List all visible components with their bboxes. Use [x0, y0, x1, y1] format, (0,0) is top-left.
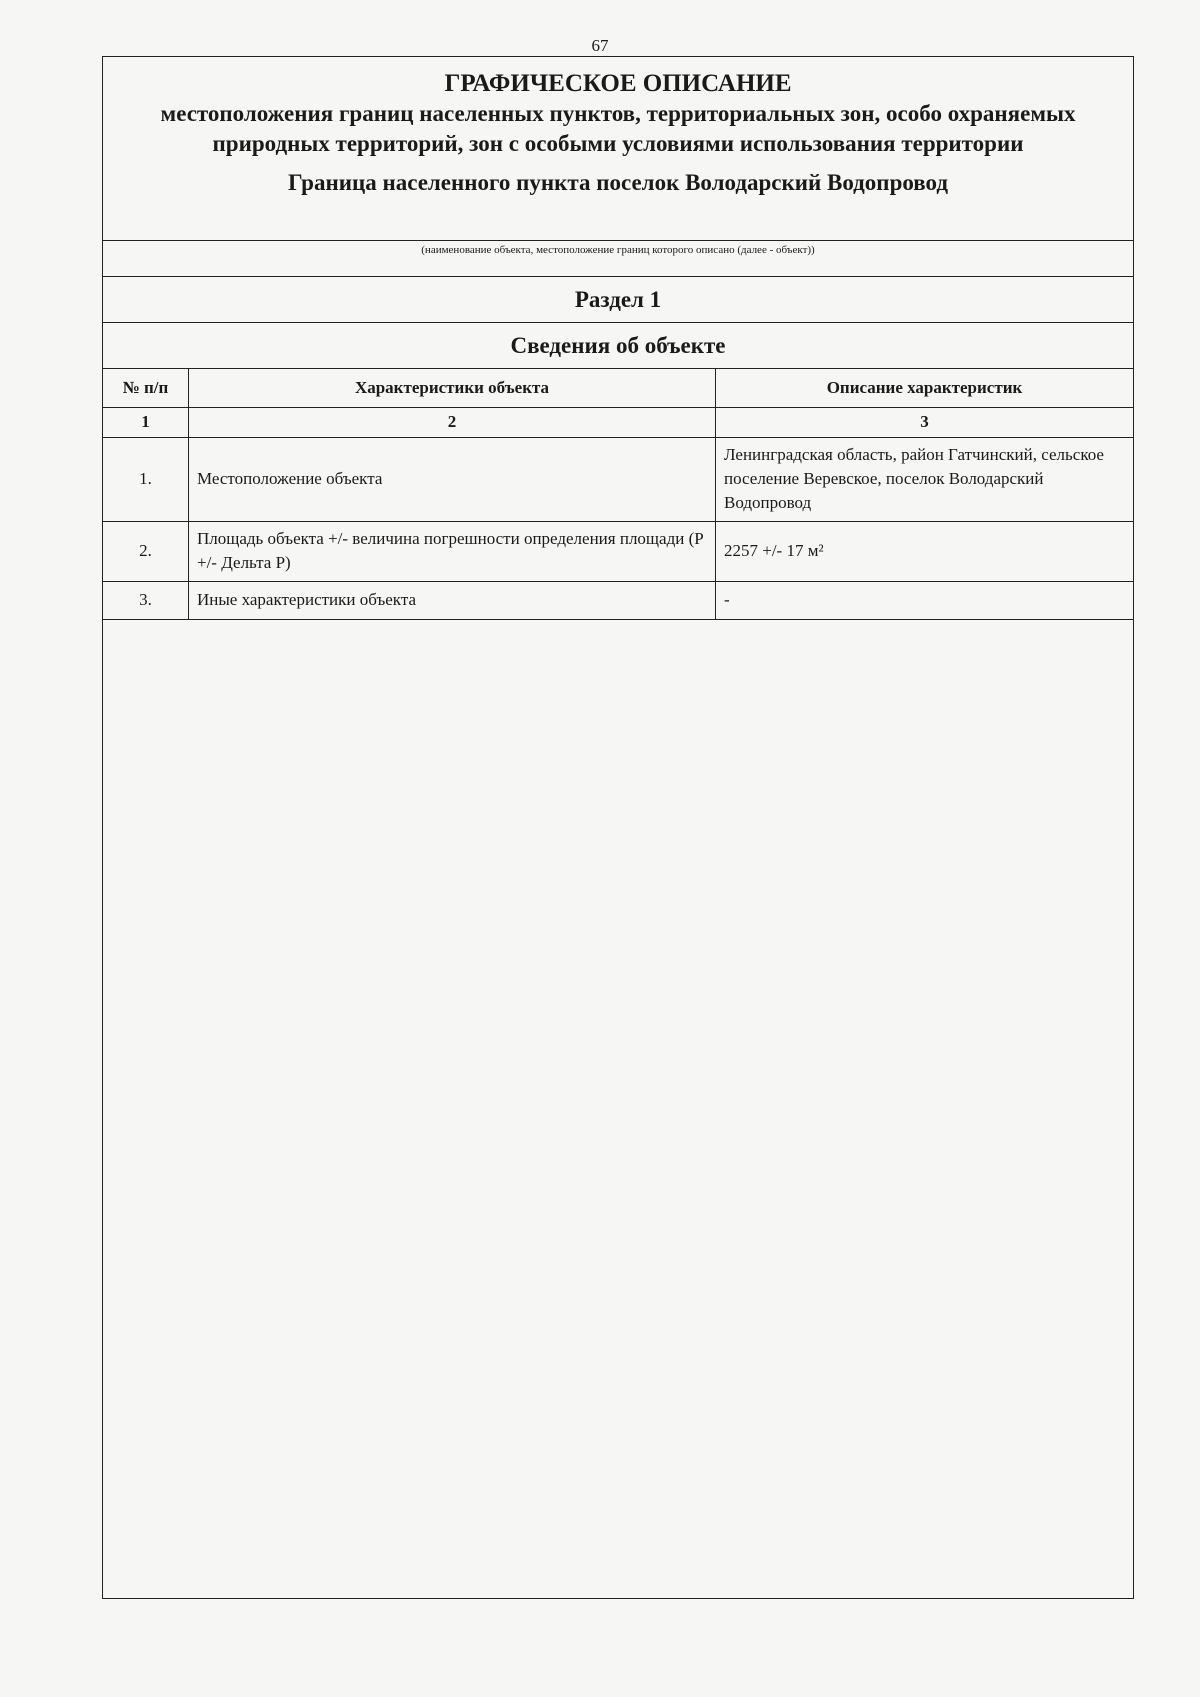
document-header [103, 57, 1133, 241]
table-row [103, 521, 1133, 581]
page-number: 67 [591, 36, 609, 55]
document-frame [102, 56, 1134, 1599]
row-description: 2257 +/- 17 м² [716, 521, 1134, 581]
column-header-description: Описание характеристик [716, 369, 1134, 407]
document-title: ГРАФИЧЕСКОЕ ОПИСАНИЕ [444, 70, 792, 97]
column-number-row [103, 407, 1133, 437]
table-row [103, 581, 1133, 619]
object-name: Граница населенного пункта поселок Володарский Водопровод [287, 170, 949, 195]
column-header-number: № п/п [103, 369, 189, 407]
table-row [103, 437, 1133, 521]
object-properties-table [103, 369, 1133, 620]
row-characteristic: Площадь объекта +/- величина погрешности определения площади (P +/- Дельта P) [189, 521, 716, 581]
column-number: 3 [716, 407, 1134, 437]
row-description: - [716, 581, 1134, 619]
column-number: 2 [189, 407, 716, 437]
row-number: 1. [103, 437, 189, 521]
table-header-row [103, 369, 1133, 407]
document-subtitle: местоположения границ населенных пунктов, территориальных зон, особо охраняемых природных территорий, зон с особыми условиями использования территории [160, 101, 1076, 156]
row-characteristic: Иные характеристики объекта [189, 581, 716, 619]
row-number: 3. [103, 581, 189, 619]
row-characteristic: Местоположение объекта [189, 437, 716, 521]
object-caption: (наименование объекта, местоположение границ которого описано (далее - объект)) [103, 241, 1133, 277]
column-header-characteristic: Характеристики объекта [189, 369, 716, 407]
section-title: Раздел 1 [103, 277, 1133, 323]
column-number: 1 [103, 407, 189, 437]
row-number: 2. [103, 521, 189, 581]
row-description: Ленинградская область, район Гатчинский, сельское поселение Веревское, поселок Володарский Водопровод [716, 437, 1134, 521]
info-title: Сведения об объекте [103, 323, 1133, 369]
